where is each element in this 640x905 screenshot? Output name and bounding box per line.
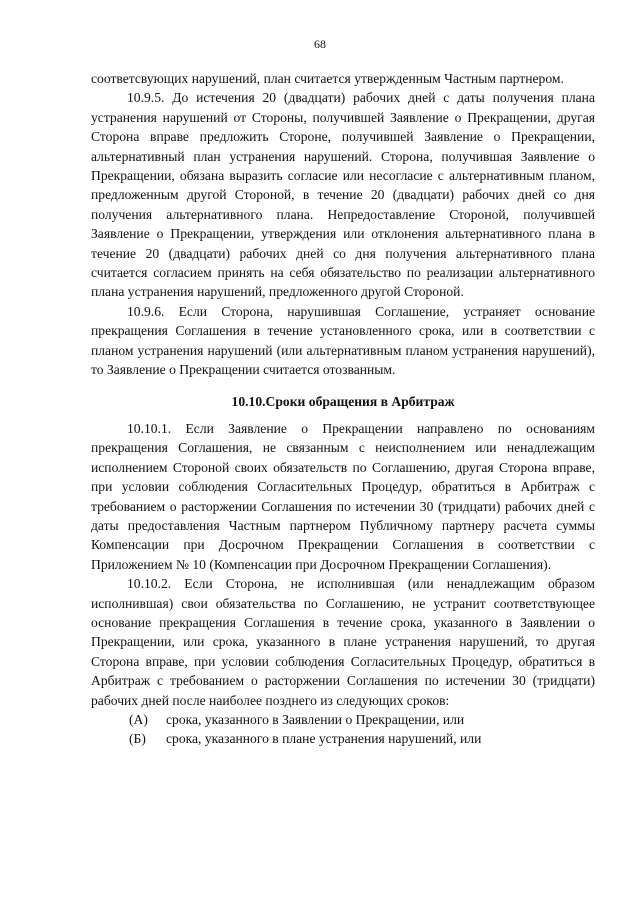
paragraph-10-10-2: 10.10.2. Если Сторона, не исполнившая (или ненадлежащим образом исполнившая) свои обязательства по Соглашению, не устранит соответствующее основание прекращения Соглашения в течение срока, указанного в Заявлении о Прекращении, или срока, указанного в плане устранения нарушений, то другая Сторона вправе, при условии соблюдения Согласительных Процедур, обратиться в Арбитраж с требованием о расторжении Соглашения по истечении 30 (тридцати) рабочих дней после наиболее позднего из следующих сроков: — [91, 576, 595, 708]
paragraph-10-9-6: 10.9.6. Если Сторона, нарушившая Соглашение, устраняет основание прекращения Соглашения в течение установленного срока, или в соответствии с планом устранения нарушений (или альтернативным планом устранения нарушений), то Заявление о Прекращении считается отозванным. — [91, 303, 595, 378]
list-marker: (А) — [129, 712, 148, 727]
list-item — [91, 729, 595, 748]
list-item — [91, 710, 595, 729]
paragraph-continuation: соответсвующих нарушений, план считается утвержденным Частным партнером. — [91, 71, 564, 86]
list-item-text: срока, указанного в плане устранения нарушений, или — [166, 731, 482, 747]
document-body — [91, 69, 595, 749]
list-marker: (Б) — [129, 731, 146, 747]
deadline-list — [91, 710, 595, 749]
paragraph-10-10-1: 10.10.1. Если Заявление о Прекращении направлено по основаниям прекращения Соглашения, не связанным с неисполнением или ненадлежащим исполнением Стороной своих обязательств по Соглашению, другая Сторона вправе, при условии соблюдения Согласительных Процедур, обратиться в Арбитраж с требованием о расторжении Соглашения по истечении 30 (тридцати) рабочих дней с даты предоставления Частным партнером Публичному партнеру расчета суммы Компенсации при Досрочном Прекращении Соглашения в соответствии с Приложением № 10 (Компенсации при Досрочном Прекращении Соглашения). — [91, 420, 595, 572]
list-item-text: срока, указанного в Заявлении о Прекращении, или — [166, 712, 465, 727]
paragraph-10-9-5: 10.9.5. До истечения 20 (двадцати) рабочих дней с даты получения плана устранения нарушений от Стороны, получившей Заявление о Прекращении, другая Сторона вправе предложить Стороне, получившей Заявление о Прекращении, альтернативный план устранения нарушений. Сторона, получившая Заявление о Прекращении, обязана выразить согласие или несогласие с альтернативным планом, предложенным другой Стороной, в течение 20 (двадцати) рабочих дней со дня получения альтернативного плана. Непредоставление Стороной, получившей Заявление о Прекращении, утверждения или отклонения альтернативного плана в течение 20 (двадцати) рабочих дней со дня получения альтернативного плана считается согласием принять на себя обязательство по реализации альтернативного плана устранения нарушений, предложенного другой Стороной. — [91, 90, 595, 300]
page-number: 68 — [314, 37, 326, 51]
section-heading: 10.10.Сроки обращения в Арбитраж — [231, 393, 455, 409]
